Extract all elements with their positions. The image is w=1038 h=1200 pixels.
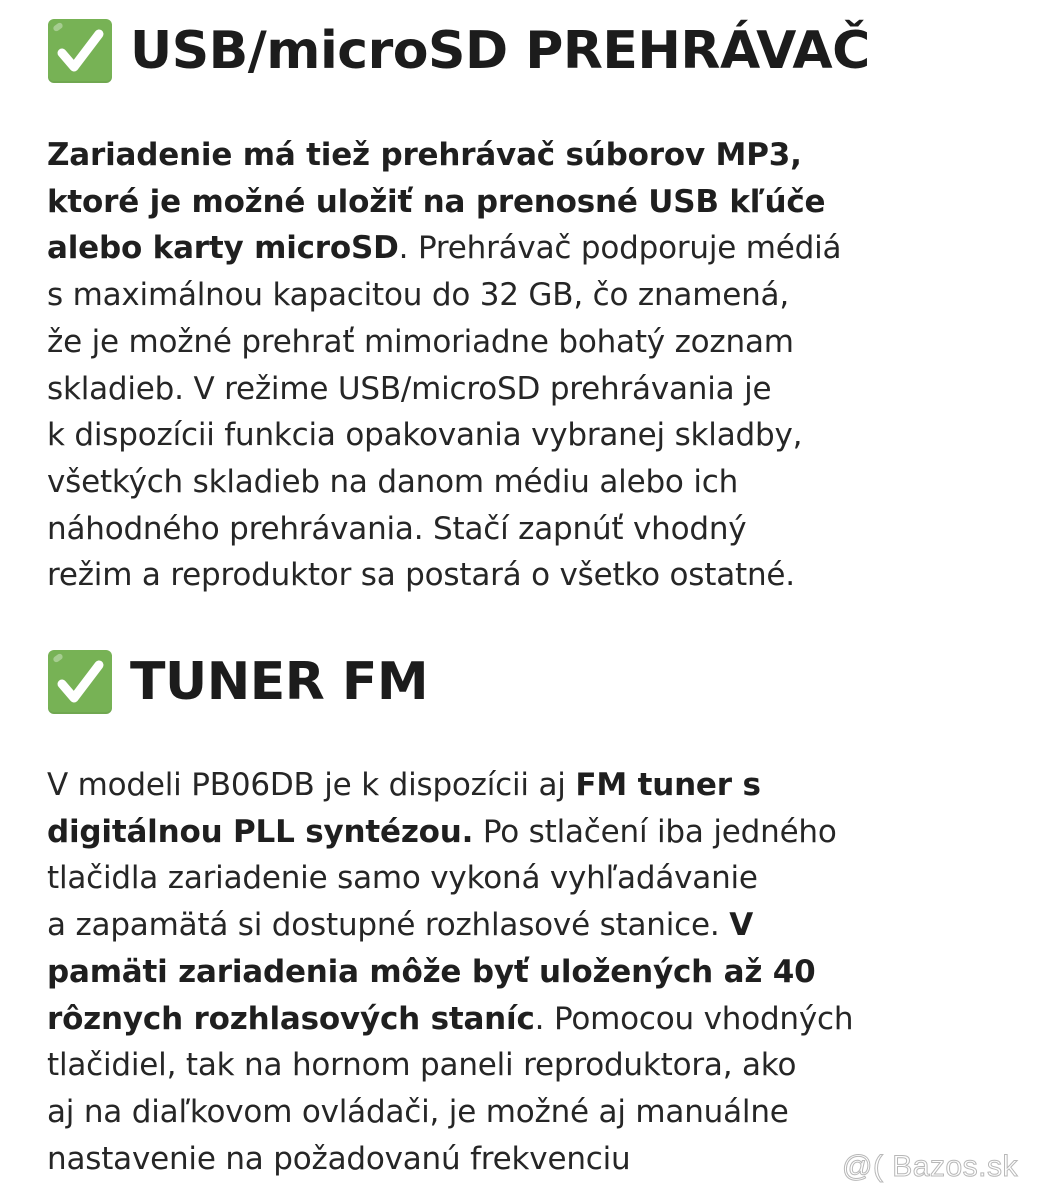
text: Po stlačení iba jedného (473, 813, 837, 850)
text-line (47, 319, 1007, 366)
section-paragraph-usb-player (47, 132, 1007, 599)
text-line (47, 949, 1007, 996)
bold-text: FM tuner s (575, 767, 761, 803)
section-heading-usb-player (48, 19, 870, 83)
text: . Prehrávač podporuje médiá (398, 230, 842, 267)
text: náhodného prehrávania. Stačí zapnúť vhodný (47, 510, 747, 547)
check-mark-button-icon (48, 19, 112, 83)
text-line (47, 1089, 1007, 1136)
bold-text: digitálnou PLL syntézou. (47, 813, 474, 850)
text: tlačidla zariadenie samo vykoná vyhľadávanie (47, 860, 758, 897)
text-line (47, 996, 1007, 1043)
text: . Pomocou vhodných (534, 1000, 854, 1037)
section-paragraph-fm-tuner (47, 762, 1007, 1182)
text: tlačidiel, tak na hornom paneli reproduktora, ako (47, 1047, 797, 1084)
text: aj na diaľkovom ovládači, je možné aj manuálne (47, 1093, 789, 1130)
text-line (47, 762, 1007, 809)
text-line (47, 225, 1007, 272)
bold-text: alebo karty microSD (47, 230, 399, 267)
text: že je možné prehrať mimoriadne bohatý zoznam (47, 323, 794, 360)
text-line (47, 179, 1007, 226)
text: V modeli PB06DB je k dispozícii aj (47, 767, 576, 803)
bold-text: rôznych rozhlasových staníc (47, 1000, 535, 1037)
section-heading-fm-tuner (48, 650, 428, 714)
text-line (47, 855, 1007, 902)
text-line (47, 412, 1007, 459)
text: k dispozícii funkcia opakovania vybranej skladby, (47, 417, 803, 454)
text-line (47, 506, 1007, 553)
bold-text: ktoré je možné uložiť na prenosné USB kľúče (47, 183, 826, 220)
text: a zapamätá si dostupné rozhlasové stanice. (47, 907, 730, 944)
heading-text: TUNER FM (130, 652, 429, 712)
text: skladieb. V režime USB/microSD prehrávania je (47, 370, 772, 407)
bazos-watermark: @( Bazos.sk (842, 1150, 1018, 1183)
text: nastavenie na požadovanú frekvenciu (47, 1140, 631, 1177)
text-line (47, 366, 1007, 413)
text-line (47, 809, 1007, 856)
text-line (47, 1042, 1007, 1089)
bold-text: Zariadenie má tiež prehrávač súborov MP3, (47, 137, 802, 173)
text-line (47, 132, 1007, 179)
text-line (47, 272, 1007, 319)
bold-text: pamäti zariadenia môže byť uložených až 40 (47, 953, 816, 990)
text: všetkých skladieb na danom médiu alebo ich (47, 463, 739, 500)
heading-text: USB/microSD PREHRÁVAČ (130, 21, 870, 81)
check-mark-button-icon (48, 650, 112, 714)
text: s maximálnou kapacitou do 32 GB, čo znamená, (47, 277, 789, 314)
text-line (47, 902, 1007, 949)
bold-text: V (729, 907, 753, 944)
text-line (47, 459, 1007, 506)
text-line (47, 552, 1007, 599)
text: režim a reproduktor sa postará o všetko ostatné. (47, 557, 795, 594)
